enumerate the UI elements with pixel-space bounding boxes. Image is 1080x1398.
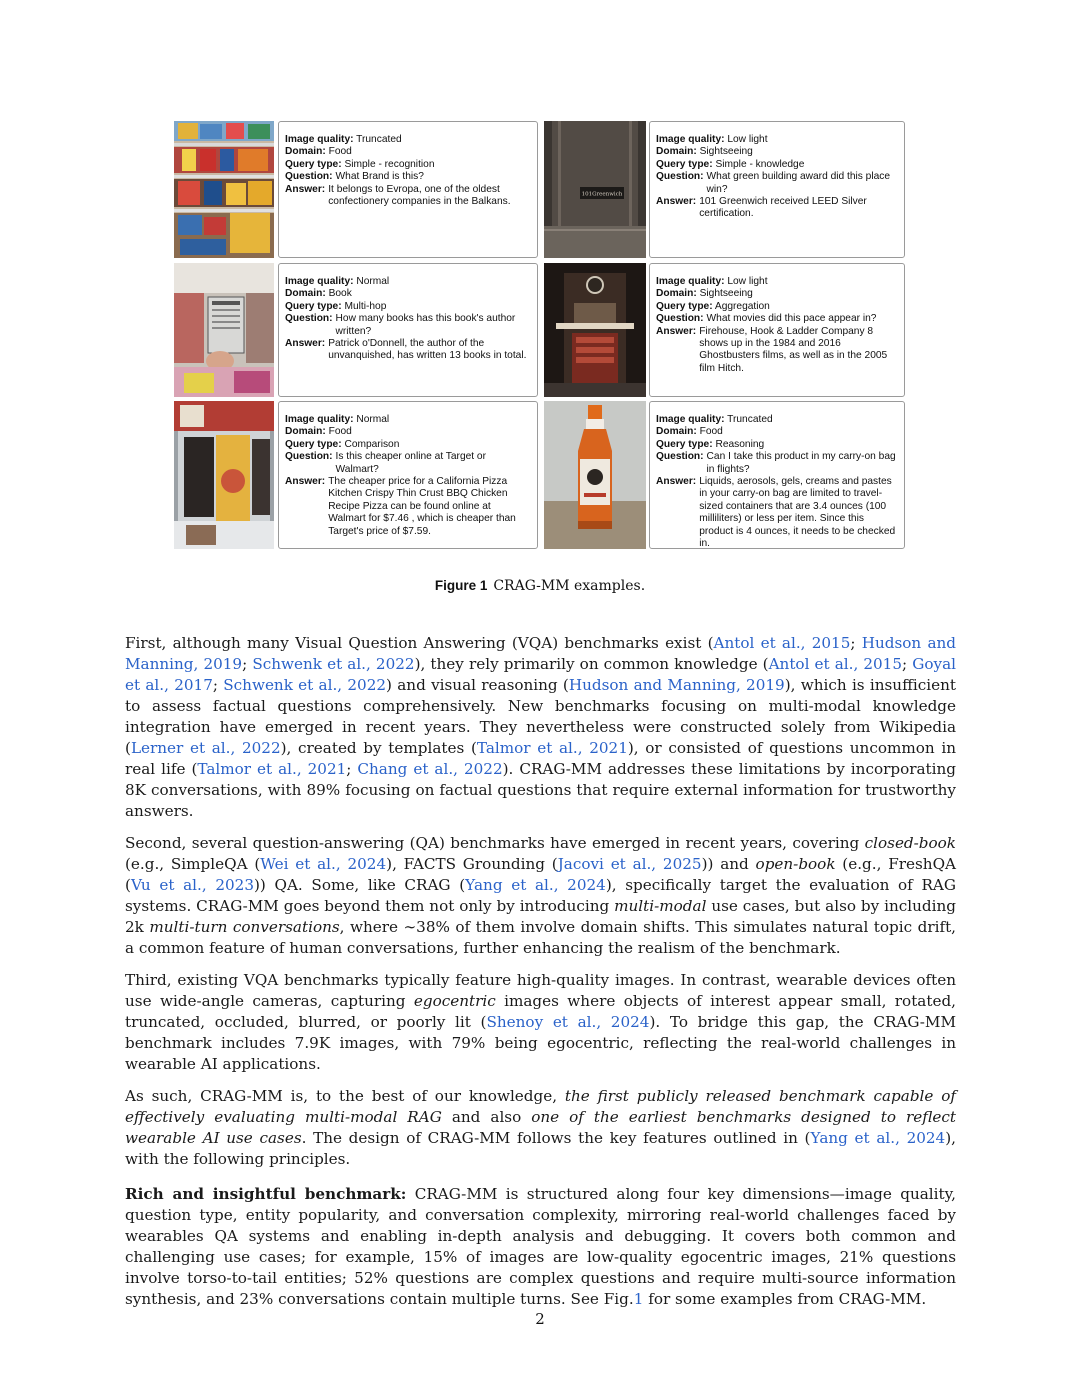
card-answer-value: Firehouse, Hook & Ladder Company 8 shows up in the 1984 and 2016 Ghostbusters films, as well as in the 2005 film Hitch. — [699, 325, 888, 374]
card-question-value: Is this cheaper online at Target or Walmart? — [335, 451, 486, 475]
card-question-row: Question: Is this cheaper online at Target or Walmart? — [285, 451, 531, 476]
paragraph-1: First, although many Visual Question Answering (VQA) benchmarks exist (Antol et al., 2015; Hudson and Manning, 2019; Schwenk et al., 2022), they rely primarily on common knowledge (Antol et al., 2015; Goyal et al., 2017; Schwenk et al., 2022) and visual reasoning (Hudson and Manning, 2019), which is insufficient to assess factual questions comprehensively. New benchmarks focusing on multi-modal knowledge integration have emerged in recent years. They nevertheless were constructed solely from Wikipedia (Lerner et al., 2022), created by templates (Talmor et al., 2021), or consisted of questions uncommon in real life (Talmor et al., 2021; Chang et al., 2022). CRAG-MM addresses these limitations by incorporating 8K conversations, with 89% focusing on factual questions that require external information for trustworthy answers. — [125, 634, 957, 820]
building-sign-text: 101Greenwich — [581, 191, 623, 198]
card-question-value: What Brand is this? — [335, 171, 424, 183]
figure-caption — [0, 578, 1080, 594]
card-question-row: Question: What green building award did this place win? — [656, 171, 898, 196]
card-answer-row: Answer: Patrick o'Donnell, the author of the unvanquished, has written 13 books in total. — [285, 338, 531, 363]
page-number: 2 — [535, 1310, 545, 1328]
card-quality-row: Image quality: Truncated — [285, 134, 402, 145]
citation-link[interactable]: Yang et al., 2024 — [465, 876, 606, 894]
card-answer-row: Answer: 101 Greenwich received LEED Silver certification. — [656, 196, 898, 221]
citation-link[interactable]: Wei et al., 2024 — [260, 855, 387, 873]
card-domain-row: Domain: Book — [285, 288, 352, 300]
card-domain-value: Food — [328, 146, 352, 158]
card-question-row: Question: Can I take this product in my carry-on bag in flights? — [656, 451, 898, 476]
card-quality-value: Truncated — [356, 134, 402, 145]
card-quality-row: Image quality: Low light — [656, 276, 768, 287]
example-card-6 — [649, 401, 905, 549]
paragraph-4: As such, CRAG-MM is, to the best of our knowledge, the first publicly released benchmark capable of effectively evaluating multi-modal RAG and also one of the earliest benchmarks designed to reflect wearable AI use cases. The design of CRAG-MM follows the key features outlined in (Yang et al., 2024), with the following principles. — [125, 1087, 956, 1168]
citation-link[interactable]: Lerner et al., 2022 — [130, 739, 281, 757]
card-domain-row: Domain: Food — [285, 146, 352, 158]
example-card-4 — [649, 263, 905, 397]
card-qtype-row: Query type: Simple - recognition — [285, 158, 435, 170]
card-answer-value: It belongs to Evropa, one of the oldest confectionery companies in the Balkans. — [328, 183, 511, 208]
image-pizza-freezer — [174, 401, 274, 549]
card-quality-row: Image quality: Normal — [285, 414, 390, 425]
card-domain-value: Book — [328, 288, 352, 300]
card-quality-value: Truncated — [727, 414, 773, 425]
paragraph-2: Second, several question-answering (QA) benchmarks have emerged in recent years, covering closed-book (e.g., SimpleQA (Wei et al., 2024), FACTS Grounding (Jacovi et al., 2025)) and open-book (e.g., FreshQA (Vu et al., 2023)) QA. Some, like CRAG (Yang et al., 2024), specifically target the evaluation of RAG systems. CRAG-MM goes beyond them not only by introducing multi-modal use cases, but also by including 2k multi-turn conversations, where ∼38% of them involve domain shifts. This simulates natural topic drift, a common feature of human conversations, further enhancing the realism of the benchmark. — [125, 834, 956, 957]
paragraph-5: Rich and insightful benchmark: CRAG-MM is structured along four key dimensions—image quality, question type, entity popularity, and conversation complexity, mirroring real-world challenges faced by wearables QA systems and enabling in-depth analysis and debugging. It covers both common and challenging use cases; for example, 15% of images are low-quality egocentric images, 21% questions involve torso-to-tail entities; 52% questions are complex questions and require multi-source information synthesis, and 23% conversations contain multiple turns. See Fig.1 for some examples from CRAG-MM. — [125, 1185, 956, 1308]
card-question-row: Question: What movies did this pace appear in? — [656, 313, 877, 325]
card-qtype-row: Query type: Aggregation — [656, 300, 770, 312]
citation-link[interactable]: Talmor et al., 2021 — [476, 739, 628, 757]
figure-1 — [174, 121, 905, 549]
citation-link[interactable]: Antol et al., 2015 — [768, 655, 903, 673]
image-firehouse — [544, 263, 646, 397]
card-quality-value: Normal — [356, 414, 390, 425]
card-answer-row: Answer: Firehouse, Hook & Ladder Company 8 shows up in the 1984 and 2016 Ghostbusters films, as well as in the 2005 film Hitch. — [656, 326, 898, 376]
card-qtype-value: Comparison — [344, 438, 400, 450]
card-answer-row: Answer: Liquids, aerosols, gels, creams and pastes in your carry-on bag are limited to travel-sized containers that are 3.4 ounces (100 milliliters) or less per item. Since this product is 4 ounces, it needs to be checked in. — [656, 476, 898, 550]
card-question-value: What movies did this pace appear in? — [706, 313, 877, 325]
card-qtype-row: Query type: Simple - knowledge — [656, 158, 805, 170]
card-qtype-value: Simple - knowledge — [715, 158, 805, 170]
card-domain-row: Domain: Sightseeing — [656, 288, 753, 300]
card-question-value: Can I take this product in my carry-on bag in flights? — [706, 451, 896, 475]
card-question-row: Question: How many books has this book's author written? — [285, 313, 531, 338]
example-card-5 — [278, 401, 538, 549]
card-answer-value: The cheaper price for a California Pizza Kitchen Crispy Thin Crust BBQ Chicken Recipe Pizza can be found online at Walmart for $7.46 , which is cheaper than Target's price of $7.59. — [328, 476, 516, 537]
card-domain-value: Sightseeing — [699, 288, 753, 300]
card-domain-row: Domain: Sightseeing — [656, 146, 753, 158]
example-card-3 — [278, 263, 538, 397]
image-building-entrance — [544, 121, 646, 258]
citation-link[interactable]: Schwenk et al., 2022 — [223, 676, 387, 694]
card-quality-value: Normal — [356, 276, 390, 287]
citation-link[interactable]: Vu et al., 2023 — [130, 876, 254, 894]
card-answer-row: Answer: The cheaper price for a California Pizza Kitchen Crispy Thin Crust BBQ Chicken Recipe Pizza can be found online at Walmart for $7.46 , which is cheaper than Target's price of $7.59. — [285, 476, 531, 538]
card-qtype-value: Reasoning — [715, 438, 765, 450]
image-book-in-hand — [174, 263, 274, 397]
card-quality-value: Low light — [727, 134, 768, 145]
card-question-value: How many books has this book's author written? — [335, 313, 516, 337]
card-domain-value: Sightseeing — [699, 146, 753, 158]
card-qtype-row: Query type: Reasoning — [656, 438, 765, 450]
card-qtype-value: Multi-hop — [344, 300, 387, 312]
card-domain-row: Domain: Food — [285, 426, 352, 438]
card-question-row: Question: What Brand is this? — [285, 171, 424, 183]
card-quality-value: Low light — [727, 276, 768, 287]
card-question-value: What green building award did this place win? — [706, 171, 891, 195]
card-quality-row: Image quality: Low light — [656, 134, 768, 145]
citation-link[interactable]: Chang et al., 2022 — [357, 760, 503, 778]
card-domain-row: Domain: Food — [656, 426, 723, 438]
image-grocery-shelf — [174, 121, 274, 258]
figure-caption-label: Figure 1 — [434, 578, 488, 593]
citation-link[interactable]: Jacovi et al., 2025 — [557, 855, 702, 873]
card-answer-value: Liquids, aerosols, gels, creams and pastes in your carry-on bag are limited to travel-sized containers that are 3.4 ounces (100 milliliters) or less per item. Since this product is 4 ounces, it needs to be checked in. — [699, 476, 896, 550]
image-sauce-bottle — [544, 401, 646, 549]
paragraph-3: Third, existing VQA benchmarks typically feature high-quality images. In contrast, wearable devices often use wide-angle cameras, capturing egocentric images where objects of interest appear small, rotated, truncated, occluded, blurred, or poorly lit (Shenoy et al., 2024). To bridge this gap, the CRAG-MM benchmark includes 7.9K images, with 79% being egocentric, reflecting the real-world challenges in wearable AI applications. — [125, 971, 956, 1073]
card-quality-row: Image quality: Truncated — [656, 414, 773, 425]
card-answer-row: Answer: It belongs to Evropa, one of the oldest confectionery companies in the Balkans. — [285, 184, 531, 209]
citation-link[interactable]: Antol et al., 2015 — [713, 634, 851, 652]
card-qtype-value: Simple - recognition — [344, 158, 435, 170]
card-qtype-row: Query type: Multi-hop — [285, 300, 387, 312]
card-domain-value: Food — [328, 426, 352, 438]
card-quality-row: Image quality: Normal — [285, 276, 390, 287]
card-answer-value: 101 Greenwich received LEED Silver certification. — [699, 196, 867, 220]
example-card-2 — [649, 121, 905, 258]
citation-link[interactable]: Hudson and Manning, 2019 — [568, 676, 785, 694]
citation-link[interactable]: Shenoy et al., 2024 — [486, 1013, 650, 1031]
citation-link[interactable]: Talmor et al., 2021 — [197, 760, 347, 778]
citation-link[interactable]: Schwenk et al., 2022 — [252, 655, 415, 673]
card-qtype-row: Query type: Comparison — [285, 438, 400, 450]
body-text — [125, 633, 956, 1321]
example-card-1 — [278, 121, 538, 258]
figure-reference-link[interactable]: 1 — [633, 1290, 644, 1308]
citation-link[interactable]: Hudson and Manning, 2019 — [125, 634, 957, 673]
card-domain-value: Food — [699, 426, 723, 438]
citation-link[interactable]: Goyal et al., 2017 — [125, 655, 957, 694]
citation-link[interactable]: Yang et al., 2024 — [810, 1129, 946, 1147]
card-answer-value: Patrick o'Donnell, the author of the unvanquished, has written 13 books in total. — [328, 338, 527, 362]
card-qtype-value: Aggregation — [714, 300, 770, 312]
figure-caption-text: CRAG-MM examples. — [493, 578, 646, 594]
